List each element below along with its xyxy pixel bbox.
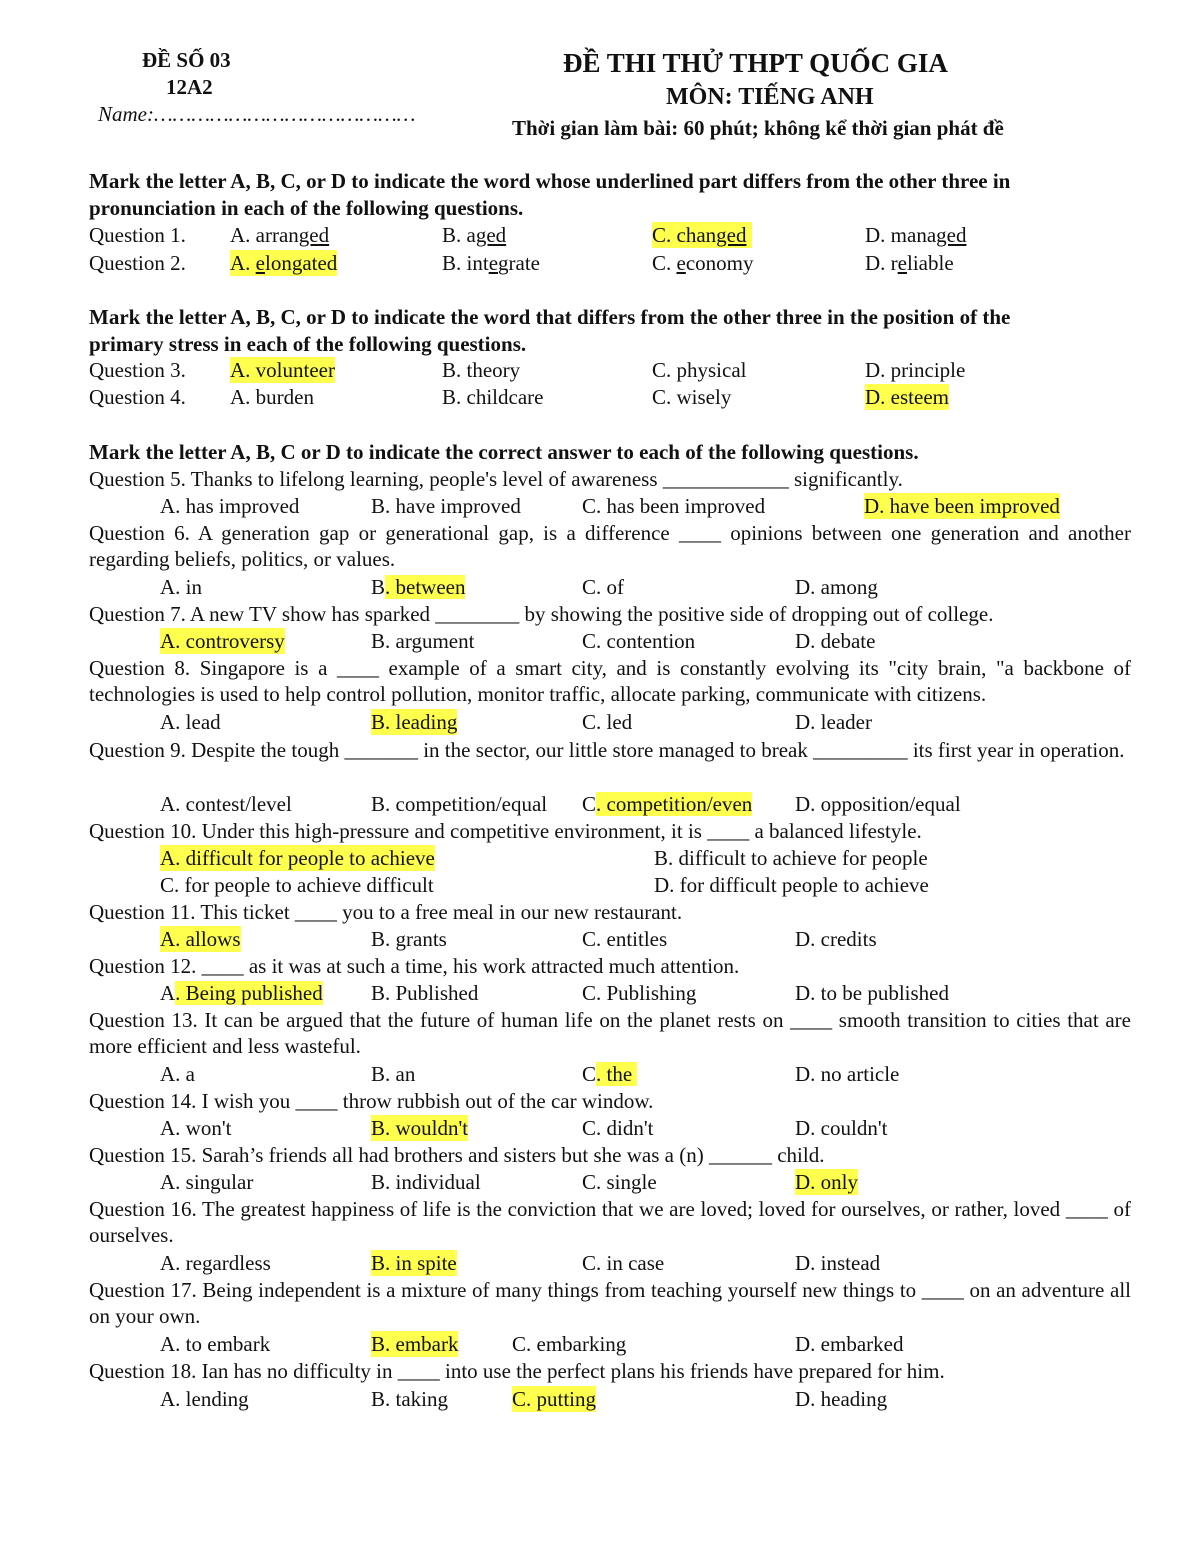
q16-option-b-selected: B. in spite [371,1251,457,1275]
section2-instruction-line1: Mark the letter A, B, C, or D to indicate the word that differs from the other three in the position of the [89,305,1011,329]
q4-option-d-selected: D. esteem [865,385,949,409]
q2-option-a-selected: A. elongated [230,251,338,275]
q10-option-a-selected: A. difficult for people to achieve [160,846,435,870]
name-dots: …………………………………… [154,102,416,126]
exam-title: ĐỀ THI THỬ THPT QUỐC GIA [563,48,948,78]
q8-option-b-selected: B. leading [371,710,458,734]
q3-option-b: B. theory [442,358,521,382]
q18-option-c-selected: C. putting [512,1387,597,1411]
q16-stem: Question 16. The greatest happiness of life is the conviction that we are loved; loved for ourselves, or rather, loved ____ of ourselves. [89,1197,1131,1247]
q2-option-b: B. integrate [442,251,540,275]
q10-option-d: D. for difficult people to achieve [654,873,929,897]
q13-option-d: D. no article [795,1062,900,1086]
q8-stem: Question 8. Singapore is a ____ example of a smart city, and is constantly evolving its "city brain, "a backbone of technologies is used to help control pollution, monitor traffic, allocate parking, communicate with citizens. [89,656,1131,706]
q6-option-d: D. among [795,575,878,599]
q11-option-c: C. entitles [582,927,668,951]
q12-option-b: B. Published [371,981,479,1005]
q14-option-d: D. couldn't [795,1116,888,1140]
subject-title: MÔN: TIẾNG ANH [666,84,874,110]
q11-option-a-selected: A. allows [160,927,241,951]
q1-option-b: B. aged [442,223,507,247]
q1-option-c-selected: C. changed [652,222,752,248]
name-line [98,101,415,127]
q12-option-c: C. Publishing [582,981,697,1005]
q14-option-a: A. won't [160,1116,232,1140]
q5-option-a: A. has improved [160,494,300,518]
q13-option-a: A. a [160,1062,195,1086]
q17-option-c: C. embarking [512,1332,627,1356]
time-note: Thời gian làm bài: 60 phút; không kể thời gian phát đề [512,116,1004,140]
q13-option-c: C. the [582,1062,638,1086]
q16-option-a: A. regardless [160,1251,271,1275]
q6-option-a: A. in [160,575,202,599]
q9-option-d: D. opposition/equal [795,792,961,816]
q15-option-d-selected: D. only [795,1170,858,1194]
q15-stem: Question 15. Sarah’s friends all had brothers and sisters but she was a (n) ______ child. [89,1143,825,1167]
q4-option-c: C. wisely [652,385,732,409]
q2-option-d: D. reliable [865,251,954,275]
q1-option-d: D. managed [865,223,967,247]
q11-stem: Question 11. This ticket ____ you to a free meal in our new restaurant. [89,900,683,924]
q8-option-c: C. led [582,710,633,734]
q5-option-d-selected: D. have been improved [864,494,1060,518]
q14-option-b-selected: B. wouldn't [371,1116,469,1140]
q15-option-a: A. singular [160,1170,254,1194]
q10-option-b: B. difficult to achieve for people [654,846,928,870]
section1-instruction-line2: pronunciation in each of the following questions. [89,196,524,220]
q12-option-a: A. Being published [160,981,323,1005]
q16-option-c: C. in case [582,1251,665,1275]
class-label: 12A2 [166,75,213,99]
q6-option-c: C. of [582,575,624,599]
q18-option-b: B. taking [371,1387,448,1411]
q3-label: Question 3. [89,358,186,382]
q4-option-a: A. burden [230,385,314,409]
q7-option-d: D. debate [795,629,876,653]
q7-option-a-selected: A. controversy [160,629,285,653]
q2-option-c: C. economy [652,251,754,275]
q12-stem: Question 12. ____ as it was at such a time, his work attracted much attention. [89,954,740,978]
q18-stem: Question 18. Ian has no difficulty in ____ into use the perfect plans his friends have prepared for him. [89,1359,945,1383]
q15-option-b: B. individual [371,1170,481,1194]
q8-option-a: A. lead [160,710,221,734]
q13-stem: Question 13. It can be argued that the future of human life on the planet rests on ____ smooth transition to cities that are more efficient and less wasteful. [89,1008,1131,1058]
q18-option-d: D. heading [795,1387,888,1411]
q11-option-d: D. credits [795,927,877,951]
q6-option-b: B. between [371,575,466,599]
q14-stem: Question 14. I wish you ____ throw rubbish out of the car window. [89,1089,654,1113]
q11-option-b: B. grants [371,927,447,951]
q15-option-c: C. single [582,1170,657,1194]
q9-option-a: A. contest/level [160,792,292,816]
section2-instruction-line2: primary stress in each of the following questions. [89,332,527,356]
q7-option-c: C. contention [582,629,696,653]
section1-instruction-line1: Mark the letter A, B, C, or D to indicate the word whose underlined part differs from the other three in [89,169,1011,193]
q18-option-a: A. lending [160,1387,249,1411]
q4-label: Question 4. [89,385,186,409]
q8-option-d: D. leader [795,710,872,734]
exam-number: ĐỀ SỐ 03 [142,48,231,72]
q9-option-b: B. competition/equal [371,792,548,816]
q7-option-b: B. argument [371,629,475,653]
q14-option-c: C. didn't [582,1116,654,1140]
q2-label: Question 2. [89,251,186,275]
q9-stem: Question 9. Despite the tough _______ in the sector, our little store managed to break _________ its first year in operation. [89,738,1125,762]
q10-stem: Question 10. Under this high-pressure and competitive environment, it is ____ a balanced lifestyle. [89,819,922,843]
q9-option-c: C. competition/even [582,792,753,816]
q10-option-c: C. for people to achieve difficult [160,873,434,897]
q3-option-c: C. physical [652,358,747,382]
q13-option-b: B. an [371,1062,416,1086]
q5-stem: Question 5. Thanks to lifelong learning, people's level of awareness ____________ significantly. [89,467,903,491]
q3-option-d: D. principle [865,358,966,382]
q5-option-c: C. has been improved [582,494,766,518]
q6-stem: Question 6. A generation gap or generational gap, is a difference ____ opinions between one generation and another regarding beliefs, politics, or values. [89,521,1131,571]
q16-option-d: D. instead [795,1251,881,1275]
q7-stem: Question 7. A new TV show has sparked ________ by showing the positive side of dropping out of college. [89,602,994,626]
q1-label: Question 1. [89,223,186,247]
q4-option-b: B. childcare [442,385,544,409]
section3-instruction: Mark the letter A, B, C or D to indicate the correct answer to each of the following questions. [89,440,919,464]
q17-option-a: A. to embark [160,1332,271,1356]
q3-option-a-selected: A. volunteer [230,358,335,382]
q17-option-d: D. embarked [795,1332,904,1356]
q17-option-b-selected: B. embark [371,1332,459,1356]
name-label: Name: [98,102,154,126]
q1-option-a: A. arranged [230,223,330,247]
q17-stem: Question 17. Being independent is a mixture of many things from teaching yourself new things to ____ on an adventure all on your own. [89,1278,1131,1328]
q5-option-b: B. have improved [371,494,521,518]
q12-option-d: D. to be published [795,981,949,1005]
